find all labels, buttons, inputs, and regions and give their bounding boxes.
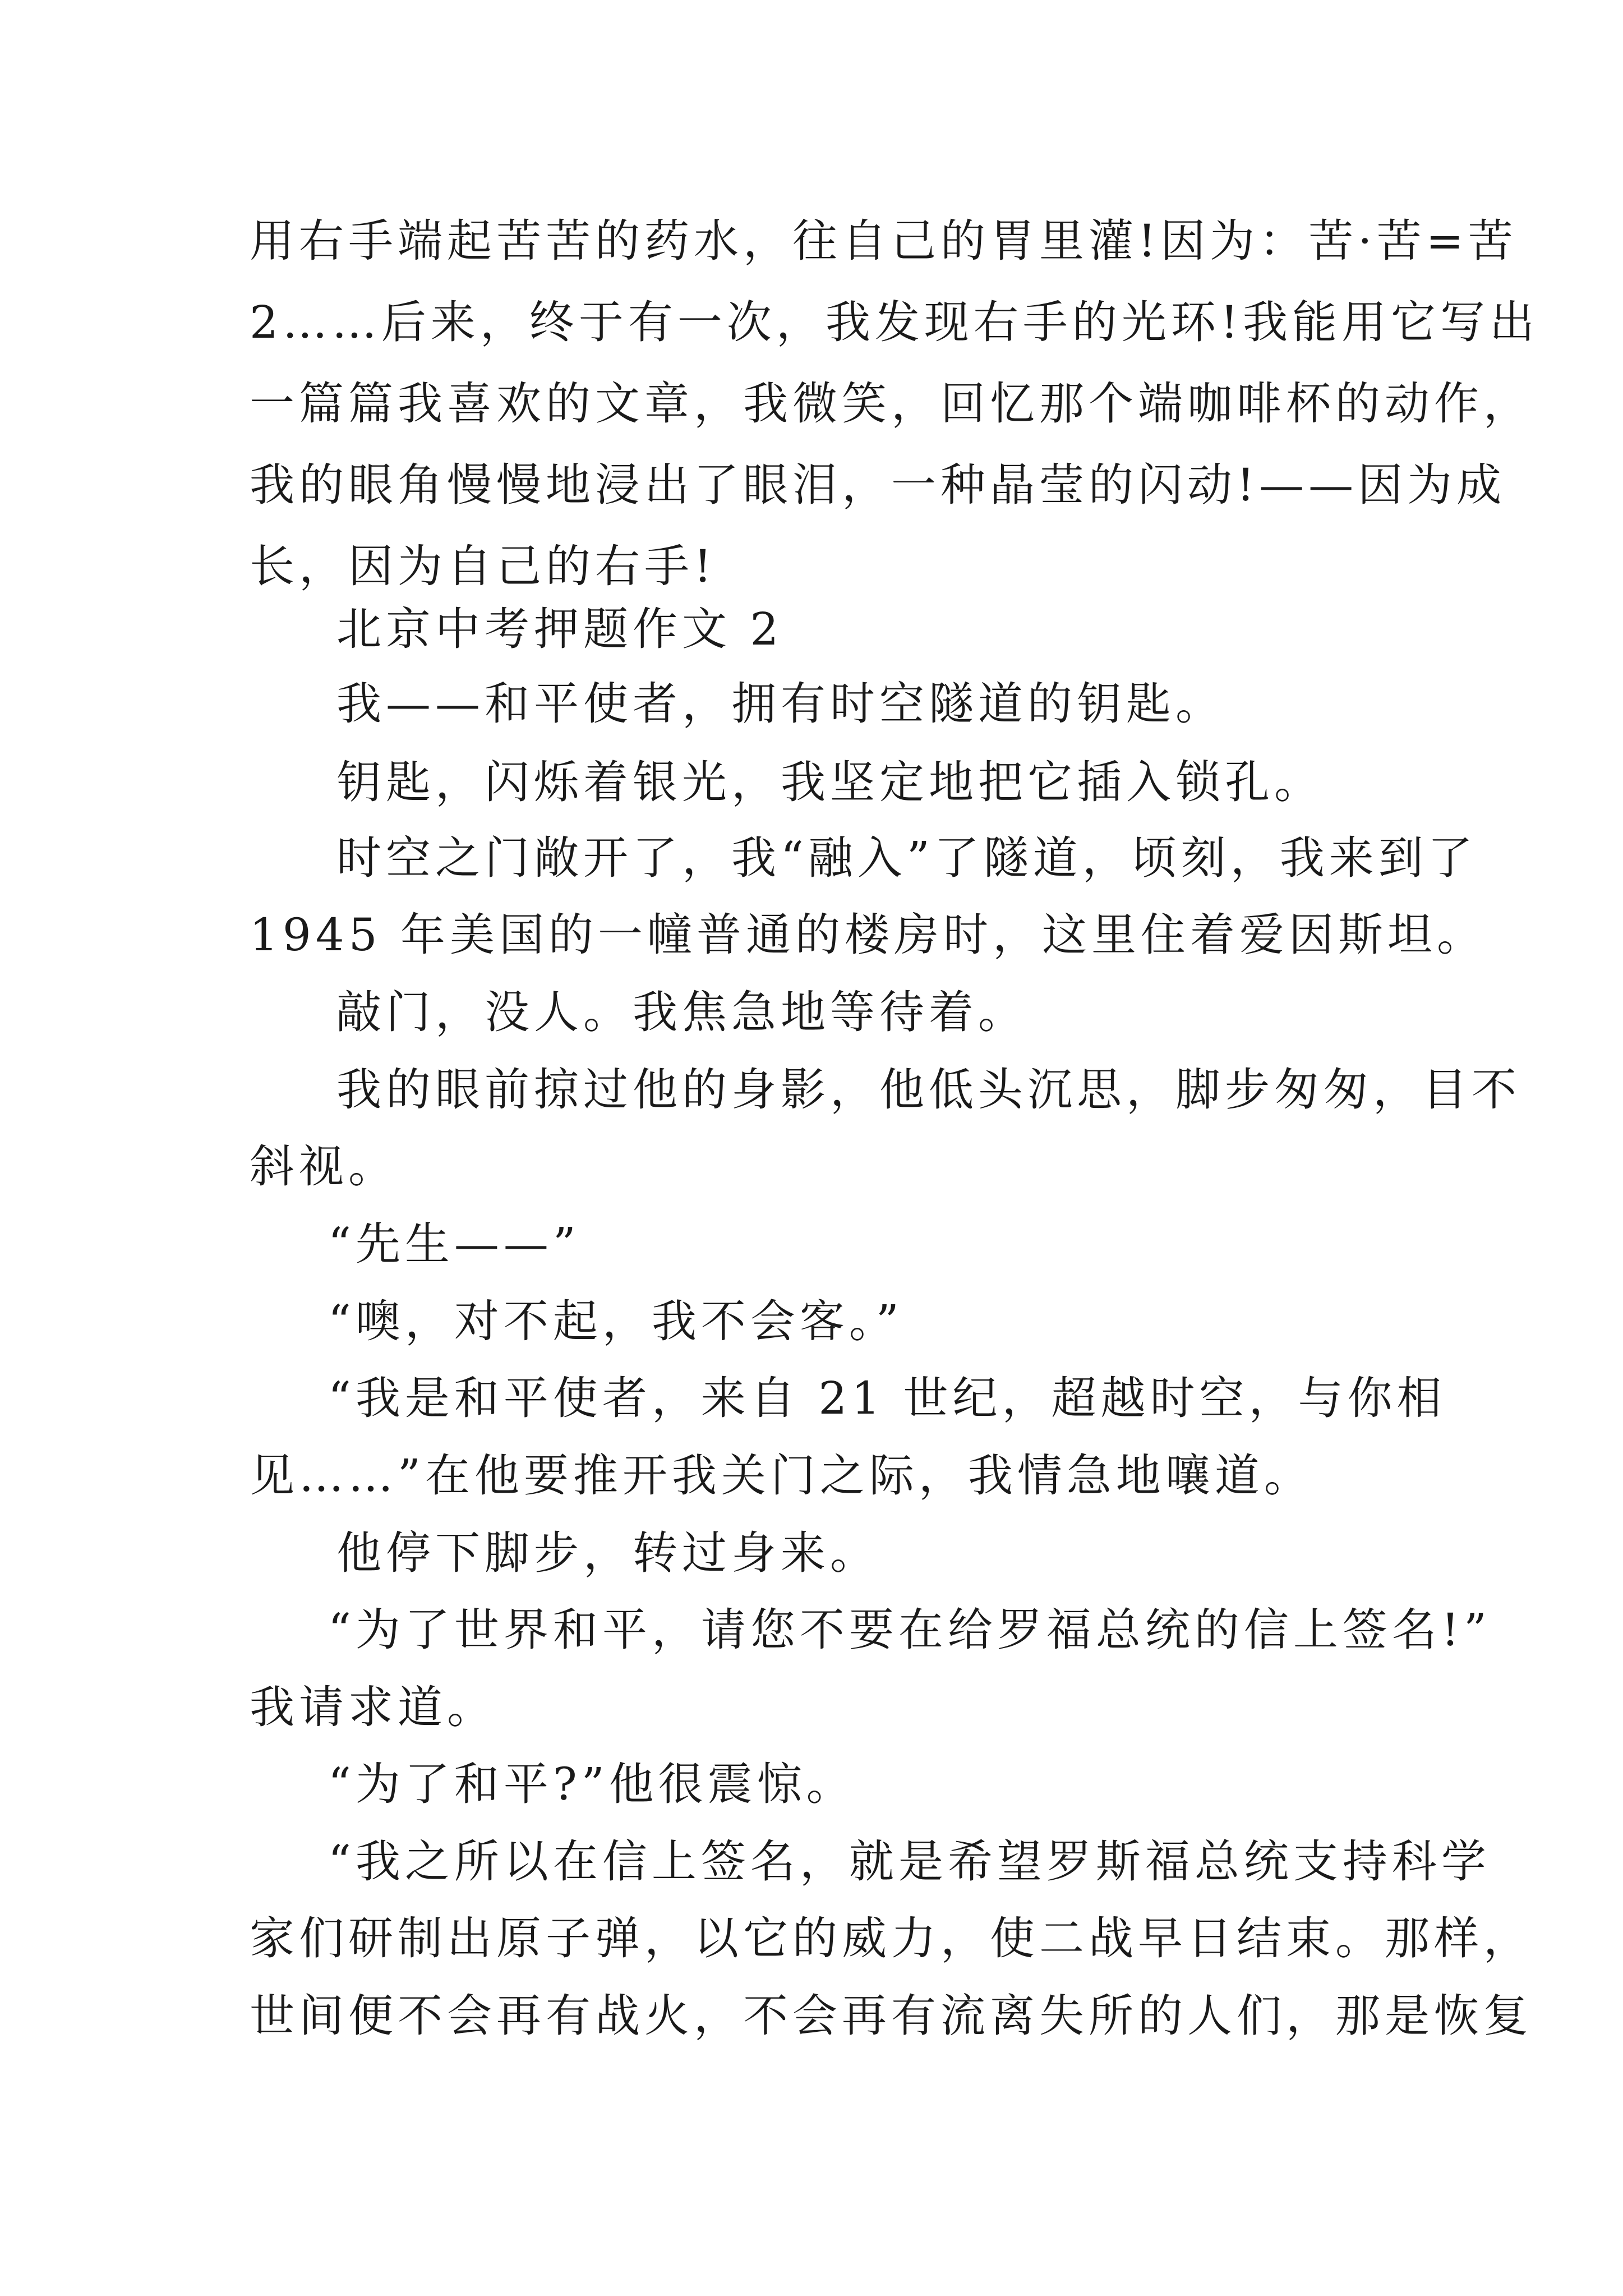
- text-line: “为了和平?”他很震惊。: [328, 1758, 856, 1810]
- text-line: 我的眼角慢慢地浸出了眼泪，一种晶莹的闪动!——因为成: [250, 459, 1506, 511]
- text-line: 用右手端起苦苦的药水，往自己的胃里灌!因为：苦·苦=苦: [250, 215, 1518, 267]
- text-line: 一篇篇我喜欢的文章，我微笑，回忆那个端咖啡杯的动作，: [250, 378, 1533, 430]
- text-line: 我的眼前掠过他的身影，他低头沉思，脚步匆匆，目不: [336, 1064, 1521, 1116]
- text-line: 我请求道。: [250, 1681, 496, 1733]
- text-line: 世间便不会再有战火，不会再有流离失所的人们，那是恢复: [250, 1990, 1533, 2042]
- text-line: 2……后来，终于有一次，我发现右手的光环!我能用它写出: [250, 296, 1539, 348]
- text-line: “我是和平使者，来自 21 世纪，超越时空，与你相: [328, 1372, 1446, 1424]
- text-line: 钥匙，闪烁着银光，我坚定地把它插入锁孔。: [336, 756, 1324, 808]
- text-line: 我——和平使者，拥有时空隧道的钥匙。: [336, 678, 1225, 730]
- text-line: 家们研制出原子弹，以它的威力，使二战早日结束。那样，: [250, 1912, 1533, 1964]
- text-line: 他停下脚步，转过身来。: [336, 1527, 879, 1579]
- text-line: 斜视。: [250, 1140, 398, 1193]
- text-line: “噢，对不起，我不会客。”: [328, 1295, 903, 1347]
- text-line: 敲门，没人。我焦急地等待着。: [336, 986, 1027, 1038]
- text-line: “我之所以在信上签名，就是希望罗斯福总统支持科学: [328, 1835, 1491, 1888]
- text-line: “先生——”: [328, 1218, 580, 1270]
- section-heading: 北京中考押题作文 2: [336, 603, 783, 655]
- text-line: “为了世界和平，请您不要在给罗福总统的信上签名!”: [328, 1604, 1491, 1656]
- text-line: 1945 年美国的一幢普通的楼房时，这里住着爱因斯坦。: [250, 909, 1487, 961]
- text-line: 见……”在他要推开我关门之际，我情急地嚷道。: [250, 1450, 1313, 1502]
- text-line: 时空之门敞开了，我“融入”了隧道，顷刻，我来到了: [336, 832, 1477, 884]
- text-line: 长，因为自己的右手!: [250, 540, 717, 592]
